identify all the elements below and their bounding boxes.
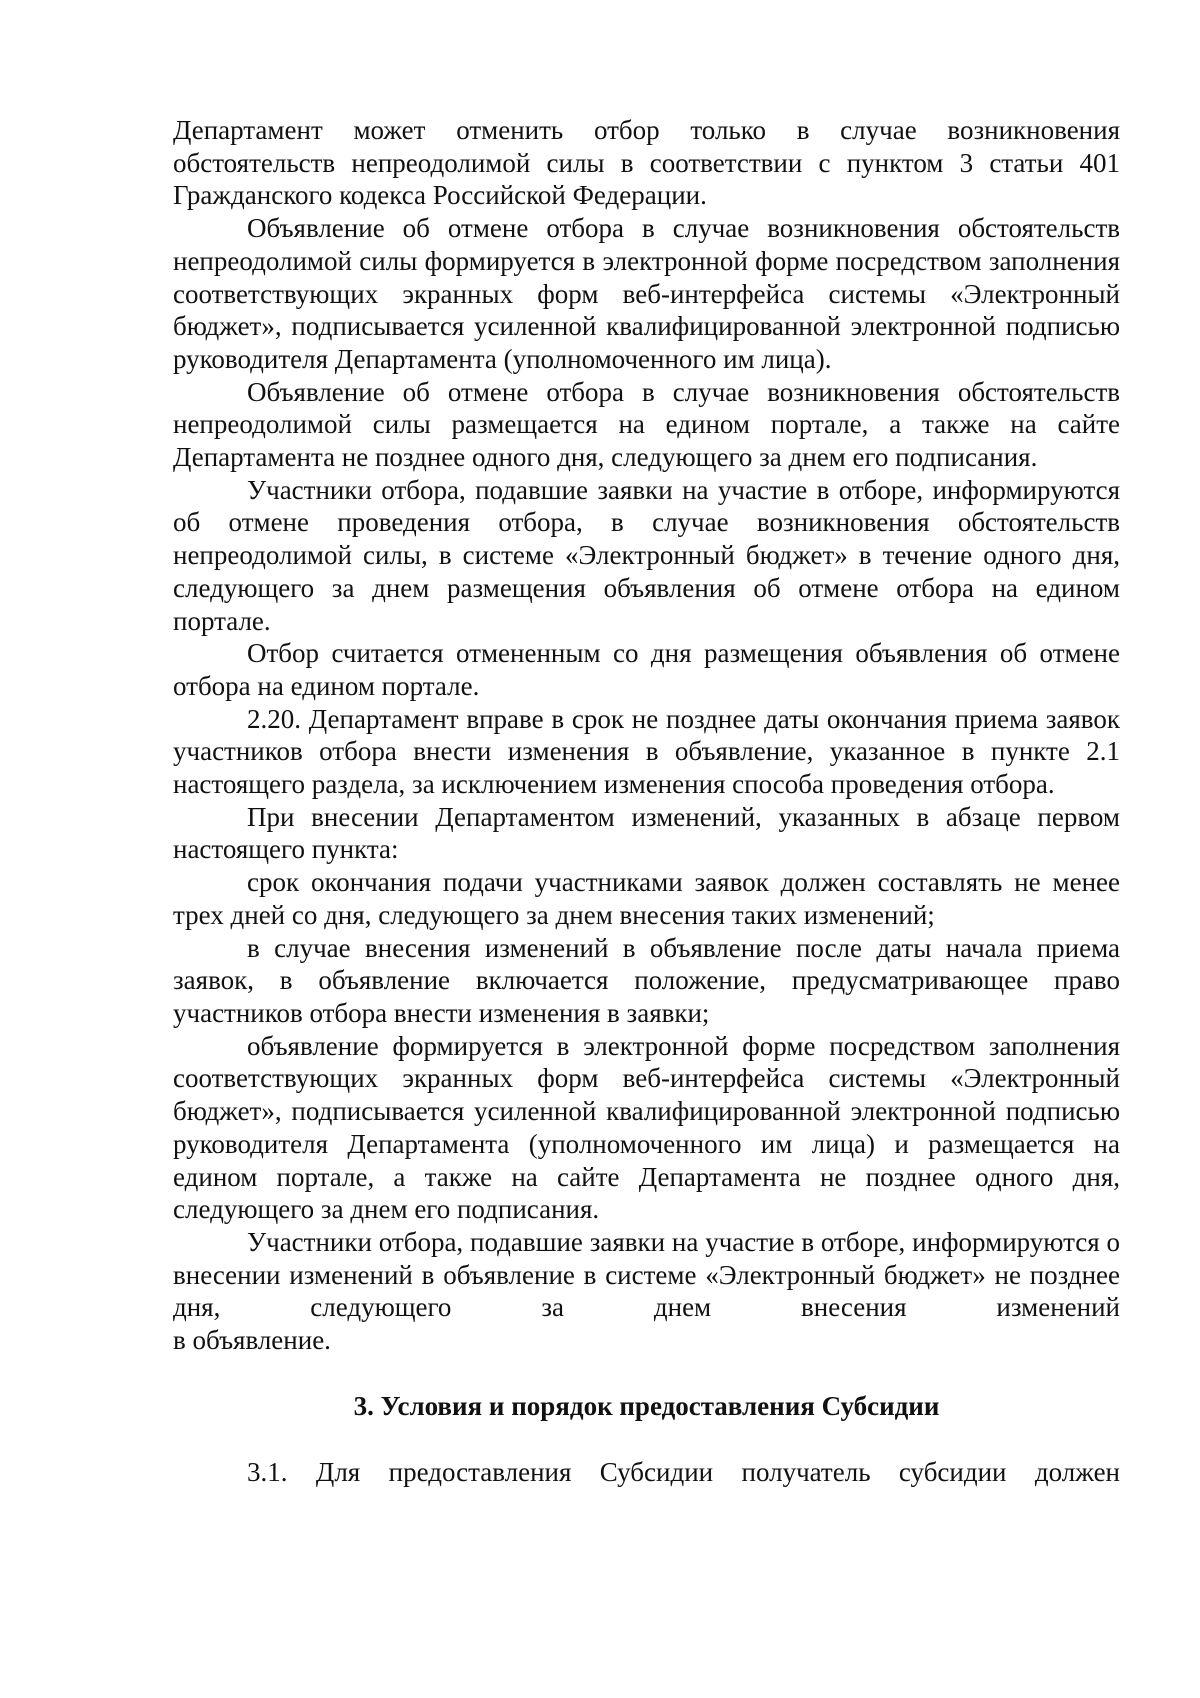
paragraph-cancel-announcement-publish: Объявление об отмене отбора в случае возникновения обстоятельств непреодолимой силы размещается на едином портале, а также на сайте Департамента не позднее одного дня, следующего за днем его подписания. (173, 376, 1120, 473)
paragraph-cancel-announcement-form: Объявление об отмене отбора в случае возникновения обстоятельств непреодолимой силы формируется в электронной форме посредством заполнения соответствующих экранных форм веб-интерфейса системы «Электронный бюджет», подписывается усиленной квалифицированной электронной подписью руководителя Департамента (уполномоченного им лица). (173, 213, 1120, 374)
paragraph-announcement-form: объявление формируется в электронной форме посредством заполнения соответствующих экранных форм веб-интерфейса системы «Электронный бюджет», подписывается усиленной квалифицированной электронной подписью руководителя Департамента (уполномоченного им лица) и размещается на едином портале, а также на сайте Департамента не позднее одного дня, следующего за днем его подписания. (173, 1030, 1120, 1225)
document-page (173, 114, 1120, 1489)
section-heading: 3. Условия и порядок предоставления Субсидии (353, 1390, 940, 1421)
paragraph-selection-cancelled: Отбор считается отмененным со дня размещения объявления об отмене отбора на едином портале. (173, 638, 1120, 701)
paragraph-changes-after-start: в случае внесения изменений в объявление после даты начала приема заявок, в объявление включается положение, предусматривающее право участников отбора внести изменения в заявки; (173, 932, 1120, 1028)
paragraph-3-1: 3.1. Для предоставления Субсидии получатель субсидии должен (247, 1457, 1120, 1488)
paragraph-participants-informed-changes: Участники отбора, подавшие заявки на участие в отборе, информируются о внесении изменений в объявление в системе «Электронный бюджет» не позднее дня, следующего за днем внесения изменений (173, 1226, 1120, 1323)
paragraph-deadline-period: срок окончания подачи участниками заявок должен составлять не менее трех дней со дня, следующего за днем внесения таких изменений; (173, 867, 1120, 930)
paragraph-2-20: 2.20. Департамент вправе в срок не позднее даты окончания приема заявок участников отбора внести изменения в объявление, указанное в пункте 2.1 настоящего раздела, за исключением изменения способа проведения отбора. (173, 703, 1120, 800)
paragraph-participants-informed-cancel: Участники отбора, подавшие заявки на участие в отборе, информируются об отмене проведения отбора, в случае возникновения обстоятельств непреодолимой силы, в системе «Электронный бюджет» в течение одного дня, следующего за днем размещения объявления об отмене отбора на едином портале. (173, 474, 1120, 636)
paragraph-in-announcement: в объявление. (173, 1325, 331, 1356)
paragraph-changes-intro: При внесении Департаментом изменений, указанных в абзаце первом настоящего пункта: (173, 801, 1120, 865)
paragraph-cancel-force-majeure: Департамент может отменить отбор только в случае возникновения обстоятельств непреодолимой силы в соответствии с пунктом 3 статьи 401 Гражданского кодекса Российской Федерации. (173, 115, 1120, 211)
